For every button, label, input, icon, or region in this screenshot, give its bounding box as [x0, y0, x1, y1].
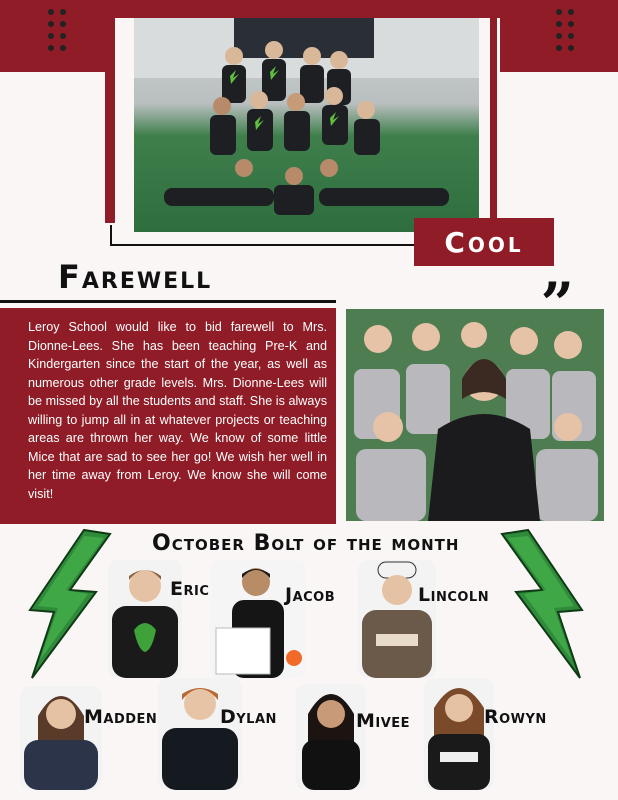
- photo-frame-line: [110, 225, 112, 245]
- student-name-eric: Eric: [170, 578, 210, 600]
- lightning-bolt-icon: [26, 528, 112, 680]
- farewell-text-box: [0, 308, 336, 524]
- dots-decoration-icon: [556, 9, 574, 51]
- farewell-underline: [0, 300, 336, 303]
- student-name-jacob: Jacob: [285, 584, 336, 606]
- student-name-lincoln: Lincoln: [418, 584, 490, 606]
- photo-frame-line: [110, 244, 420, 246]
- team-photo: [134, 18, 479, 232]
- farewell-photo: [346, 309, 604, 521]
- cool-tag: [414, 218, 554, 266]
- bolt-title: October Bolt of the month: [152, 531, 460, 556]
- student-photo-jacob: [210, 560, 306, 678]
- top-center-bar: [110, 0, 500, 18]
- student-photo-rowyn: [424, 678, 494, 790]
- student-name-dylan: Dylan: [220, 706, 277, 728]
- student-photo-mivee: [296, 684, 366, 790]
- student-name-mivee: Mivee: [356, 710, 411, 732]
- dots-decoration-icon: [48, 9, 66, 51]
- lightning-bolt-icon: [500, 528, 586, 680]
- photo-frame-line: [490, 18, 497, 218]
- farewell-body: Leroy School would like to bid farewell to Mrs. Dionne-Lees. She has been teaching Pre-K and Kindergarten since the start of the year, as well as numerous other grade levels. Mrs. Dionne-Lees will be missed by all the students and staff. She is always willing to jump all in at whatever projects or teaching areas are thrown her way. We know of some little Mice that are sad to see her go! We wish her well in her time away from Leroy. We know she will come visit!: [28, 320, 327, 501]
- student-name-rowyn: Rowyn: [484, 706, 547, 728]
- farewell-title: Farewell: [58, 258, 213, 296]
- photo-frame-line: [105, 18, 115, 223]
- student-photo-dylan: [158, 678, 242, 790]
- cool-tag-label: Cool: [444, 225, 524, 259]
- student-photo-lincoln: [358, 560, 436, 678]
- student-photo-madden: [20, 686, 102, 790]
- student-name-madden: Madden: [84, 706, 158, 728]
- quote-icon: “: [540, 241, 574, 309]
